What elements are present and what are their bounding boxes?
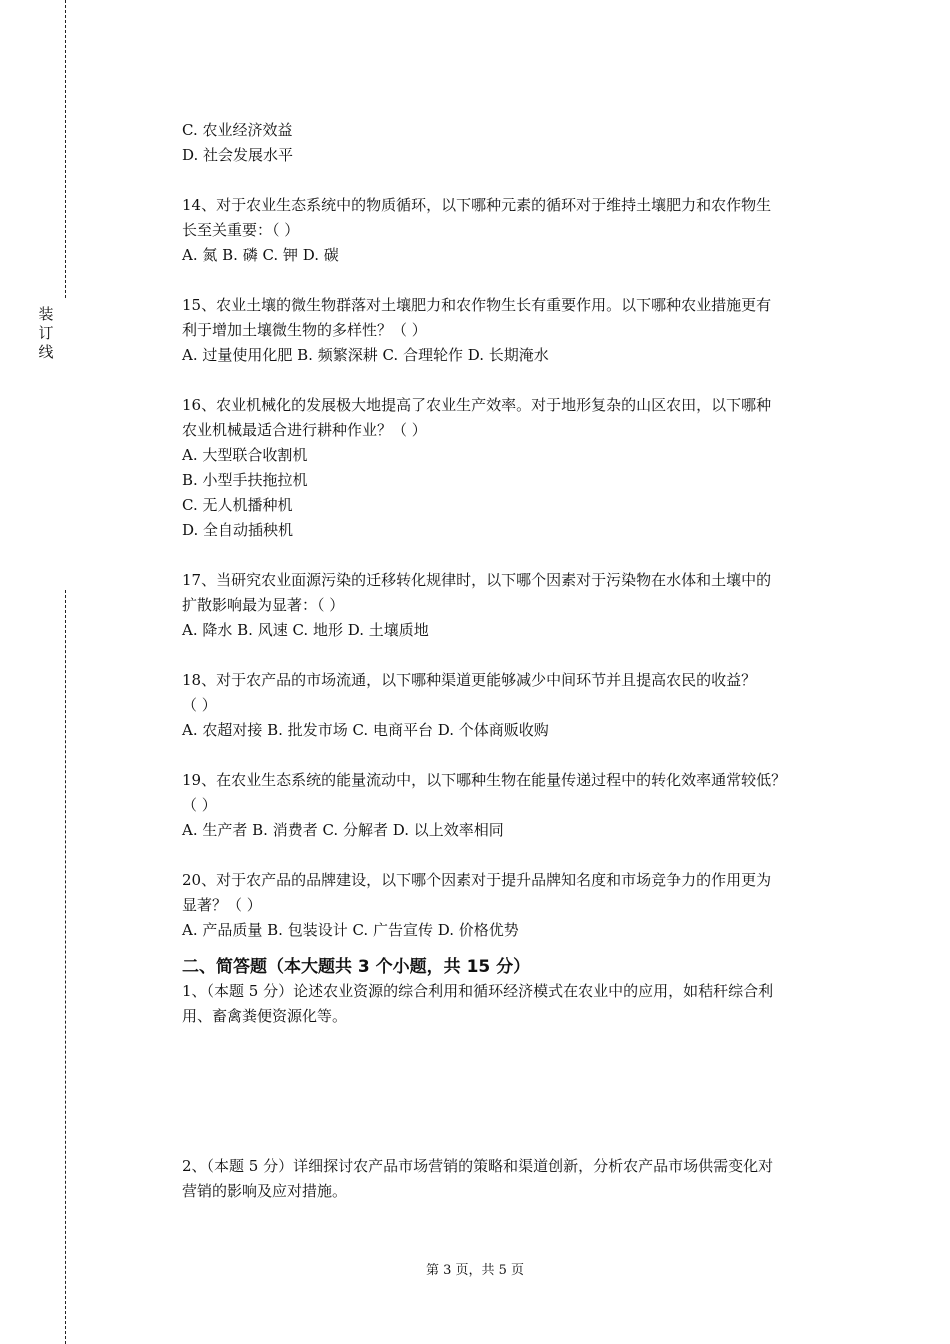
question-text: 20、对于农产品的品牌建设，以下哪个因素对于提升品牌知名度和市场竞争力的作用更为: [182, 871, 772, 889]
q13-option-c: C. 农业经济效益: [182, 121, 293, 139]
short-answer-question-1: [182, 979, 850, 1029]
question-options: A. 农超对接 B. 批发市场 C. 电商平台 D. 个体商贩收购: [182, 721, 549, 739]
question-options: A. 降水 B. 风速 C. 地形 D. 土壤质地: [182, 621, 429, 639]
question-text: （ ）: [182, 696, 217, 714]
question-options: A. 氮 B. 磷 C. 钾 D. 碳: [182, 246, 339, 264]
question-text: 长至关重要：（ ）: [182, 221, 300, 239]
question-text: 14、对于农业生态系统中的物质循环，以下哪种元素的循环对于维持土壤肥力和农作物生: [182, 196, 772, 214]
question-options: A. 过量使用化肥 B. 频繁深耕 C. 合理轮作 D. 长期淹水: [182, 346, 549, 364]
question-option-c: C. 无人机播种机: [182, 496, 293, 514]
binding-char: 订: [38, 324, 54, 342]
question-option-d: D. 全自动插秧机: [182, 521, 294, 539]
binding-dashed-line-bottom: [65, 590, 66, 1344]
exam-content: [182, 118, 850, 1204]
question-text: 17、当研究农业面源污染的迁移转化规律时，以下哪个因素对于污染物在水体和土壤中的: [182, 571, 772, 589]
binding-char: 装: [38, 305, 54, 323]
question-text: 2、（本题 5 分）详细探讨农产品市场营销的策略和渠道创新，分析农产品市场供需变化对: [182, 1157, 774, 1175]
question-14: [182, 193, 850, 268]
page-footer: 第 3 页，共 5 页: [425, 1263, 525, 1278]
question-options: A. 产品质量 B. 包装设计 C. 广告宣传 D. 价格优势: [182, 921, 519, 939]
question-text: 15、农业土壤的微生物群落对土壤肥力和农作物生长有重要作用。以下哪种农业措施更有: [182, 296, 772, 314]
question-16: [182, 393, 850, 543]
question-option-b: B. 小型手扶拖拉机: [182, 471, 308, 489]
question-text: 农业机械最适合进行耕种作业？（ ）: [182, 421, 427, 439]
binding-char: 线: [38, 343, 54, 361]
question-text: 18、对于农产品的市场流通，以下哪种渠道更能够减少中间环节并且提高农民的收益？: [182, 671, 757, 689]
section-heading-short-answer: 二、简答题（本大题共 3 个小题，共 15 分）: [182, 957, 531, 977]
question-text: （ ）: [182, 796, 217, 814]
question-text: 显著？（ ）: [182, 896, 262, 914]
answer-space[interactable]: [182, 1029, 850, 1154]
question-text: 营销的影响及应对措施。: [182, 1182, 348, 1200]
question-19: [182, 768, 850, 843]
question-options: A. 生产者 B. 消费者 C. 分解者 D. 以上效率相同: [182, 821, 504, 839]
question-text: 利于增加土壤微生物的多样性？（ ）: [182, 321, 427, 339]
short-answer-question-2: [182, 1154, 850, 1204]
binding-dashed-line-top: [65, 0, 66, 298]
question-text: 1、（本题 5 分）论述农业资源的综合利用和循环经济模式在农业中的应用，如秸秆综合利: [182, 982, 774, 1000]
q13-option-d: D. 社会发展水平: [182, 146, 294, 164]
question-18: [182, 668, 850, 743]
question-17: [182, 568, 850, 643]
question-text: 用、畜禽粪便资源化等。: [182, 1007, 348, 1025]
question-option-a: A. 大型联合收割机: [182, 446, 308, 464]
binding-label: [36, 305, 56, 362]
question-20: [182, 868, 850, 943]
question-text: 扩散影响最为显著：（ ）: [182, 596, 345, 614]
question-15: [182, 293, 850, 368]
question-text: 16、农业机械化的发展极大地提高了农业生产效率。对于地形复杂的山区农田，以下哪种: [182, 396, 772, 414]
question-text: 19、在农业生态系统的能量流动中，以下哪种生物在能量传递过程中的转化效率通常较低？: [182, 771, 787, 789]
